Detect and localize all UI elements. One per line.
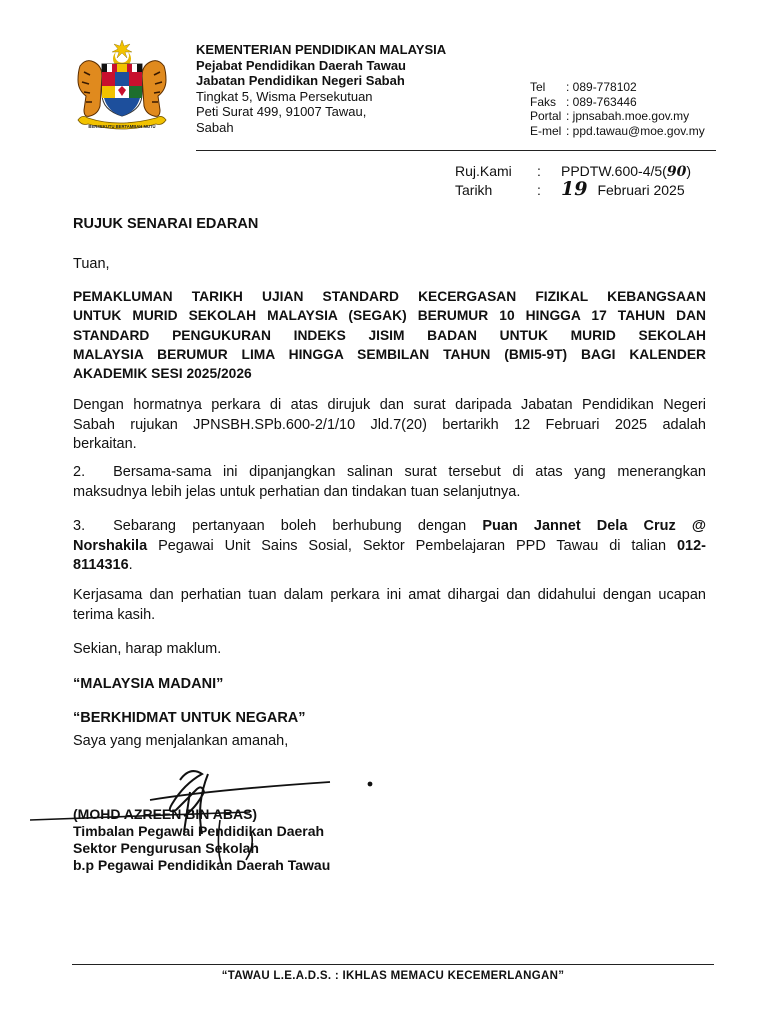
footer-divider (72, 964, 714, 965)
paragraph-line: 3. Sebarang pertanyaan boleh berhubung dengan Puan Jannet Dela Cruz @ (73, 518, 706, 534)
paragraph-line: Kerjasama dan perhatian tuan dalam perkara ini amat dihargai dan didahului dengan ucapan (73, 587, 706, 603)
signatory-name: (MOHD AZREEN BIN ABAS) (73, 806, 258, 822)
department-name: Jabatan Pendidikan Negeri Sabah (196, 73, 405, 88)
signatory-title-1: Timbalan Pegawai Pendidikan Daerah (73, 823, 325, 839)
contact-person: Puan Jannet Dela Cruz @ (482, 518, 706, 534)
recipient: RUJUK SENARAI EDARAN (73, 216, 259, 232)
coat-of-arms-logo (72, 38, 172, 138)
sign-off: Saya yang menjalankan amanah, (73, 733, 289, 749)
paragraph-1 (73, 396, 706, 455)
fax-label: Faks (530, 94, 557, 109)
paragraph-line: berkaitan. (73, 436, 137, 452)
footer-motto: “TAWAU L.E.A.D.S. : IKHLAS MEMACU KECEMERLANGAN” (221, 970, 565, 982)
contact-email (530, 124, 705, 139)
signatory-title-3: b.p Pegawai Pendidikan Daerah Tawau (73, 857, 331, 873)
contact-phone: 012- (676, 537, 707, 554)
paragraph-line: 2. Bersama-sama ini dipanjangkan salinan surat tersebut di atas yang menerangkan (73, 464, 706, 480)
ruj-sep: : (537, 163, 541, 179)
address-line-3: Sabah (196, 119, 234, 135)
contact-tel (530, 80, 705, 95)
paragraph-line: terima kasih. (73, 606, 156, 623)
fax-value: : 089-763446 (566, 94, 637, 109)
crest-motto: BERSEKUTU BERTAMBAH MUTU (88, 124, 156, 129)
contact-portal (530, 109, 705, 124)
subject-line: PEMAKLUMAN TARIKH UJIAN STANDARD KECERGASAN FIZIKAL KEBANGSAAN (73, 289, 706, 304)
paragraph-line: 8114316. (73, 557, 133, 573)
ruj-value: PPDTW.600-4/5( (561, 163, 667, 179)
contact-person-alias: Norshakila (73, 537, 148, 554)
paragraph-number: 3. (73, 518, 86, 534)
header-divider (196, 150, 716, 151)
date-sep: : (537, 182, 541, 198)
subject-line: MALAYSIA BERUMUR LIMA HINGGA SEMBILAN TAHUN (BMI5-9T) BAGI KALENDER (73, 346, 706, 362)
tel-label: Tel (530, 80, 546, 94)
date-row (455, 180, 685, 199)
slogan-berkhidmat: “BERKHIDMAT UNTUK NEGARA” (73, 710, 306, 726)
subject-line: AKADEMIK SESI 2025/2026 (73, 366, 252, 382)
date-month-year: Februari 2025 (597, 182, 685, 198)
paragraph-line: Sabah rujukan JPNSBH.SPb.600-2/1/10 Jld.7(20) bertarikh 12 Februari 2025 adalah (73, 416, 706, 433)
paragraph-number: 2. (73, 464, 86, 480)
address-line-1: Tingkat 5, Wisma Persekutuan (196, 88, 373, 104)
tel-value: : 089-778102 (566, 80, 637, 94)
paragraph-line: Norshakila Pegawai Unit Sains Sosial, Sektor Pembelajaran PPD Tawau di talian 012- (73, 537, 707, 554)
portal-label: Portal (530, 109, 562, 123)
slogan-madani: “MALAYSIA MADANI” (73, 676, 224, 692)
date-label: Tarikh (455, 182, 493, 198)
email-value: : ppd.tawau@moe.gov.my (566, 123, 705, 138)
subject-line: UNTUK MURID SEKOLAH MALAYSIA (SEGAK) BERUMUR 10 HINGGA 17 TAHUN DAN (73, 308, 706, 324)
signatory-title-2: Sektor Pengurusan Sekolah (73, 840, 259, 856)
contact-fax (530, 95, 705, 110)
closing: Sekian, harap maklum. (73, 641, 222, 657)
contact-phone-cont: 8114316 (73, 557, 129, 573)
subject-line: STANDARD PENGUKURAN INDEKS JISIM BADAN UNTUK MURID SEKOLAH (73, 327, 706, 343)
ruj-close: ) (686, 163, 691, 179)
date-day-handwritten: 19 (561, 178, 588, 200)
ruj-label: Ruj.Kami (455, 163, 512, 179)
paragraph-4 (73, 586, 706, 625)
letterhead (196, 42, 446, 135)
subject (73, 287, 706, 383)
paragraph-line: maksudnya lebih jelas untuk perhatian dan tindakan tuan selanjutnya. (73, 483, 521, 500)
email-label: E-mel (530, 123, 562, 138)
contact-block (530, 80, 705, 138)
ministry-name: KEMENTERIAN PENDIDIKAN MALAYSIA (196, 42, 447, 57)
office-name: Pejabat Pendidikan Daerah Tawau (196, 57, 406, 73)
paragraph-3 (73, 517, 706, 576)
ruj-handwritten: 90 (666, 164, 687, 180)
paragraph-2 (73, 463, 706, 502)
paragraph-line: Dengan hormatnya perkara di atas dirujuk dan surat daripada Jabatan Pendidikan Negeri (73, 397, 706, 413)
salutation: Tuan, (73, 256, 110, 272)
address-line-2: Peti Surat 499, 91007 Tawau, (196, 104, 367, 119)
portal-value: : jpnsabah.moe.gov.my (566, 109, 690, 123)
